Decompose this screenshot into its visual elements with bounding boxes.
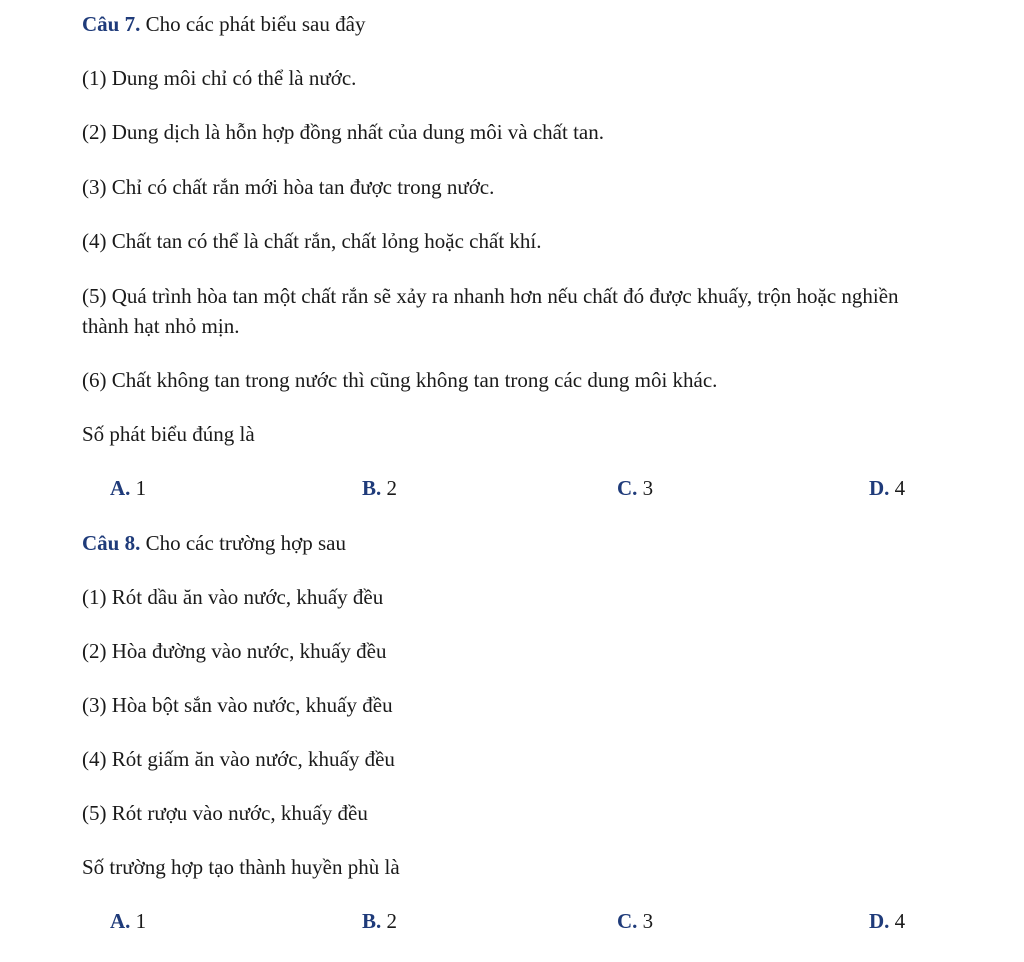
question-8-option-d[interactable] [869,909,905,933]
option-value: 4 [894,476,906,500]
question-8-prompt: Cho các trường hợp sau [145,531,346,555]
question-8-statement-3: (3) Hòa bột sắn vào nước, khuấy đều [82,693,393,717]
question-7-statement-3: (3) Chỉ có chất rắn mới hòa tan được trong nước. [82,175,495,199]
option-value: 2 [386,909,398,933]
question-7-option-c[interactable] [617,476,653,500]
question-8-option-b[interactable] [362,909,397,933]
option-letter: C. [617,909,638,933]
question-8-statement-2: (2) Hòa đường vào nước, khuấy đều [82,639,387,663]
question-7-statement-4: (4) Chất tan có thể là chất rắn, chất lỏng hoặc chất khí. [82,229,542,253]
option-value: 1 [135,476,147,500]
option-value: 2 [386,476,398,500]
option-letter: B. [362,476,382,500]
option-value: 3 [642,909,654,933]
option-letter: A. [110,909,131,933]
option-value: 1 [135,909,147,933]
option-letter: C. [617,476,638,500]
question-7-statement-5-cont: thành hạt nhỏ mịn. [82,314,240,338]
question-7-prompt: Cho các phát biểu sau đây [145,12,366,36]
question-7-statement-6: (6) Chất không tan trong nước thì cũng không tan trong các dung môi khác. [82,368,718,392]
question-7-number: Câu 7. [82,12,141,36]
option-letter: B. [362,909,382,933]
question-7-statement-2: (2) Dung dịch là hỗn hợp đồng nhất của dung môi và chất tan. [82,120,604,144]
question-8-option-a[interactable] [110,909,146,933]
question-7-option-b[interactable] [362,476,397,500]
option-value: 3 [642,476,654,500]
question-8-statement-1: (1) Rót dầu ăn vào nước, khuấy đều [82,585,384,609]
question-8-heading [82,531,346,555]
question-7-statement-1: (1) Dung môi chỉ có thể là nước. [82,66,357,90]
option-letter: A. [110,476,131,500]
option-letter: D. [869,909,890,933]
question-7-heading [82,12,365,36]
question-7-statement-5: (5) Quá trình hòa tan một chất rắn sẽ xảy ra nhanh hơn nếu chất đó được khuấy, trộn hoặc nghiền [82,284,899,308]
option-letter: D. [869,476,890,500]
question-7-ask: Số phát biểu đúng là [82,422,255,446]
question-7-option-d[interactable] [869,476,905,500]
question-8-number: Câu 8. [82,531,141,555]
question-8-option-c[interactable] [617,909,653,933]
question-7-option-a[interactable] [110,476,146,500]
question-8-ask: Số trường hợp tạo thành huyền phù là [82,855,400,879]
question-8-statement-5: (5) Rót rượu vào nước, khuấy đều [82,801,368,825]
option-value: 4 [894,909,906,933]
question-8-statement-4: (4) Rót giấm ăn vào nước, khuấy đều [82,747,395,771]
